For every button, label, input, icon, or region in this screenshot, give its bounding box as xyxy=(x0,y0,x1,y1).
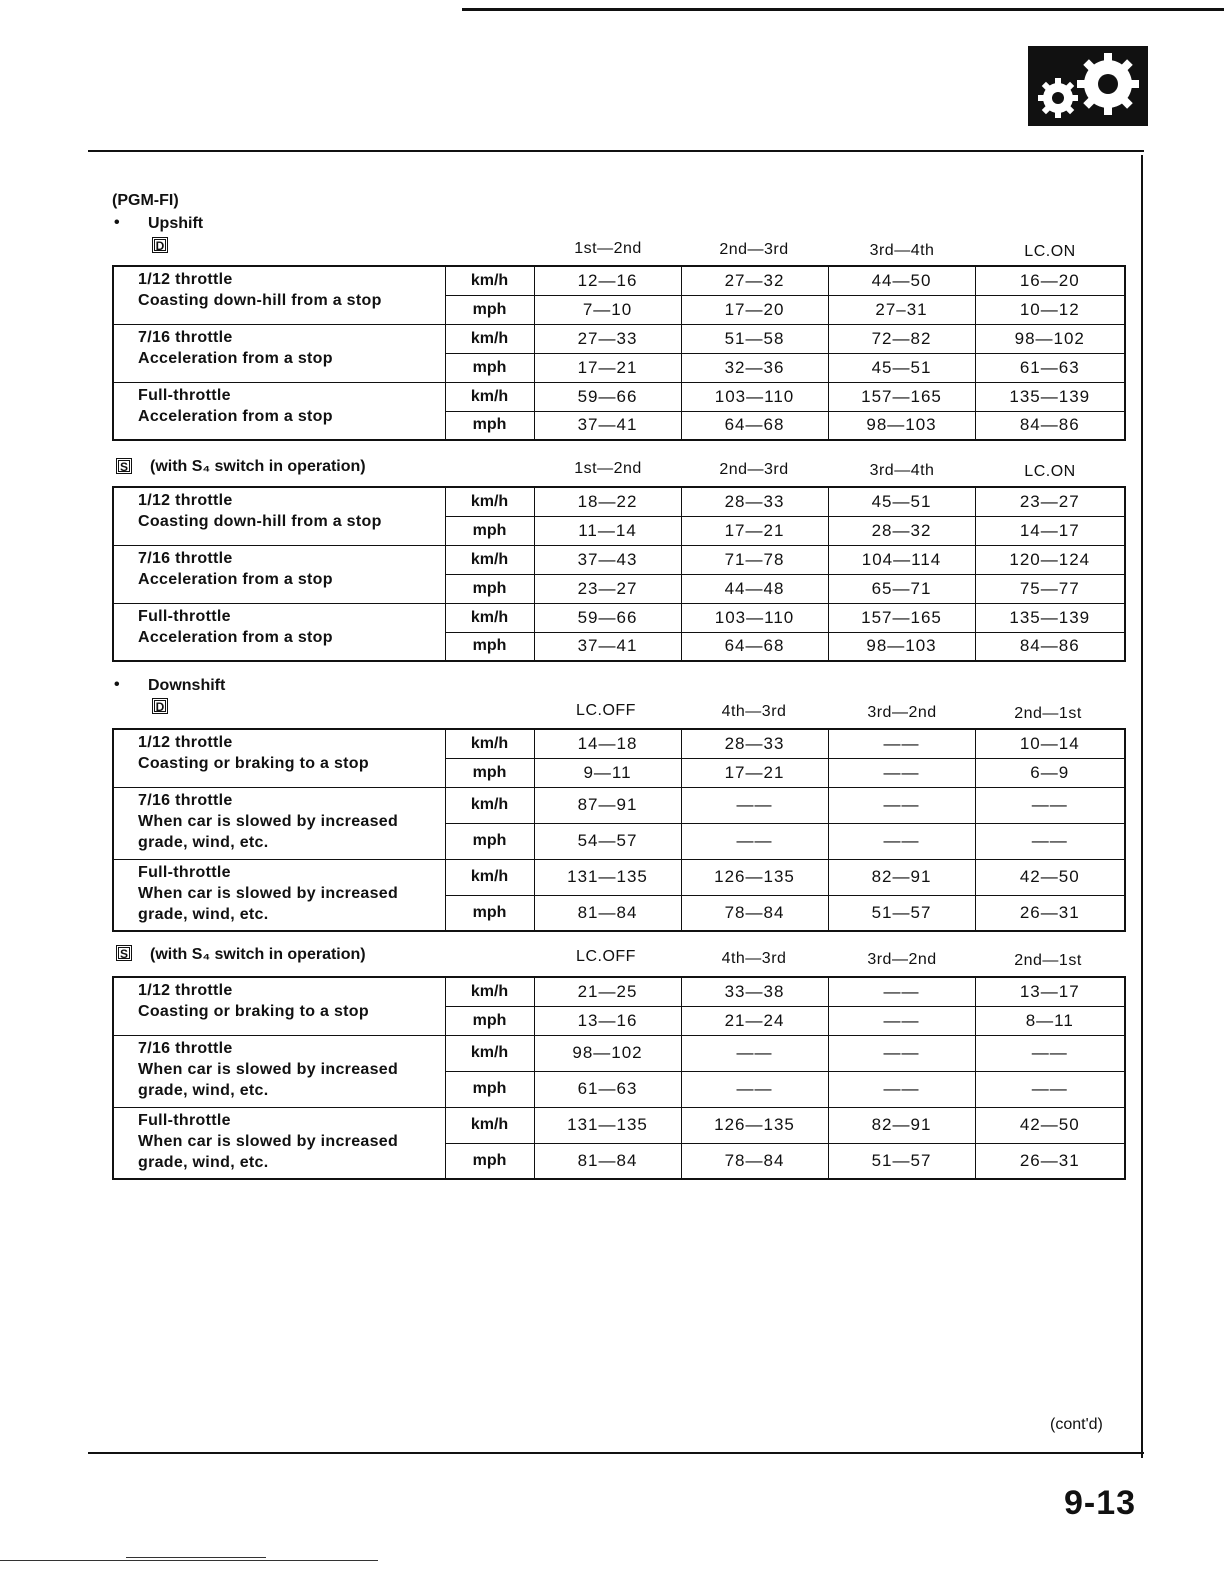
table-row xyxy=(113,1035,1125,1071)
value-cell: 26—31 xyxy=(975,895,1125,931)
condition-label: Acceleration from a stop xyxy=(138,349,333,367)
column-header: LC.ON xyxy=(1024,243,1076,260)
value-cell: 14—17 xyxy=(975,516,1125,545)
unit-cell: km/h xyxy=(445,859,534,895)
value-cell: 42—50 xyxy=(975,859,1125,895)
condition-label: Coasting or braking to a stop xyxy=(138,755,369,772)
value-cell: 131—135 xyxy=(534,859,681,895)
value-cell: 13—16 xyxy=(534,1006,681,1035)
value-cell: 17—20 xyxy=(681,295,828,324)
unit-cell: km/h xyxy=(445,977,534,1006)
value-cell: —— xyxy=(975,823,1125,859)
unit-cell: mph xyxy=(445,295,534,324)
value-cell: 61—63 xyxy=(534,1071,681,1107)
throttle-label: Full-throttle xyxy=(138,1111,231,1129)
value-cell: 28—33 xyxy=(681,729,828,758)
value-cell: 61—63 xyxy=(975,353,1125,382)
frame-top-rule xyxy=(88,150,1144,152)
value-cell: 82—91 xyxy=(828,859,975,895)
column-header: 3rd—2nd xyxy=(867,951,937,968)
value-cell: 54—57 xyxy=(534,823,681,859)
mode-note: (with S₄ switch in operation) xyxy=(150,458,366,475)
mode-d-icon xyxy=(152,698,168,716)
unit-cell: mph xyxy=(445,574,534,603)
value-cell: —— xyxy=(828,758,975,787)
value-cell: 12—16 xyxy=(534,266,681,295)
value-cell: —— xyxy=(681,1035,828,1071)
column-header: 2nd—3rd xyxy=(719,461,789,478)
value-cell: 26—31 xyxy=(975,1143,1125,1179)
mode-letter: D xyxy=(152,698,168,714)
value-cell: 84—86 xyxy=(975,632,1125,661)
column-header: LC.ON xyxy=(1024,463,1076,480)
system-label: (PGM-FI) xyxy=(112,192,179,209)
value-cell: 98—103 xyxy=(828,411,975,440)
value-cell: —— xyxy=(828,823,975,859)
condition-label: Coasting or braking to a stop xyxy=(138,1003,369,1020)
value-cell: 27—32 xyxy=(681,266,828,295)
gears-icon xyxy=(1028,46,1148,126)
value-cell: 81—84 xyxy=(534,1143,681,1179)
column-header: 2nd—1st xyxy=(1014,952,1082,969)
value-cell: 64—68 xyxy=(681,632,828,661)
column-header: 3rd—4th xyxy=(869,242,935,259)
value-cell: 98—102 xyxy=(975,324,1125,353)
throttle-label: 7/16 throttle xyxy=(138,549,233,567)
unit-cell: km/h xyxy=(445,729,534,758)
page-number: 9-13 xyxy=(1064,1484,1137,1522)
unit-cell: km/h xyxy=(445,266,534,295)
value-cell: 75—77 xyxy=(975,574,1125,603)
value-cell: —— xyxy=(975,1071,1125,1107)
value-cell: —— xyxy=(975,1035,1125,1071)
column-header: 1st—2nd xyxy=(574,460,642,477)
value-cell: 45—51 xyxy=(828,353,975,382)
throttle-label: 1/12 throttle xyxy=(138,982,233,999)
unit-cell: km/h xyxy=(445,545,534,574)
unit-cell: mph xyxy=(445,1006,534,1035)
value-cell: 87—91 xyxy=(534,787,681,823)
table-row xyxy=(113,266,1125,295)
value-cell: 131—135 xyxy=(534,1107,681,1143)
unit-cell: km/h xyxy=(445,603,534,632)
value-cell: 84—86 xyxy=(975,411,1125,440)
condition-cell xyxy=(113,603,445,661)
value-cell: 103—110 xyxy=(681,382,828,411)
frame-bottom-rule xyxy=(88,1452,1144,1454)
value-cell: 14—18 xyxy=(534,729,681,758)
value-cell: 98—103 xyxy=(828,632,975,661)
value-cell: 51—58 xyxy=(681,324,828,353)
unit-cell: km/h xyxy=(445,487,534,516)
value-cell: —— xyxy=(975,787,1125,823)
condition-label: Acceleration from a stop xyxy=(138,628,333,646)
section-title-upshift: Upshift xyxy=(148,215,204,232)
condition-cell xyxy=(113,977,445,1035)
value-cell: 37—41 xyxy=(534,411,681,440)
condition-cell xyxy=(113,1035,445,1107)
value-cell: 59—66 xyxy=(534,603,681,632)
value-cell: 33—38 xyxy=(681,977,828,1006)
column-header: 4th—3rd xyxy=(721,703,787,720)
condition-label: When car is slowed by increased xyxy=(138,812,399,830)
value-cell: 16—20 xyxy=(975,266,1125,295)
bottom-rule-short xyxy=(126,1557,266,1558)
unit-cell: mph xyxy=(445,1071,534,1107)
value-cell: 21—25 xyxy=(534,977,681,1006)
value-cell: 64—68 xyxy=(681,411,828,440)
throttle-label: Full-throttle xyxy=(138,386,231,404)
value-cell: 17—21 xyxy=(681,758,828,787)
value-cell: 81—84 xyxy=(534,895,681,931)
value-cell: 27—33 xyxy=(534,324,681,353)
throttle-label: 7/16 throttle xyxy=(138,791,233,809)
unit-cell: mph xyxy=(445,516,534,545)
unit-cell: km/h xyxy=(445,787,534,823)
downshift-d-table xyxy=(112,728,1126,932)
value-cell: 18—22 xyxy=(534,487,681,516)
mode-s-icon xyxy=(116,945,132,963)
mode-s-icon xyxy=(116,458,132,476)
value-cell: 10—12 xyxy=(975,295,1125,324)
value-cell: 27–31 xyxy=(828,295,975,324)
value-cell: 71—78 xyxy=(681,545,828,574)
table-row xyxy=(113,487,1125,516)
value-cell: 78—84 xyxy=(681,895,828,931)
top-rule xyxy=(462,8,1224,11)
column-header: 2nd—1st xyxy=(1014,705,1082,722)
throttle-label: 1/12 throttle xyxy=(138,271,233,288)
value-cell: 78—84 xyxy=(681,1143,828,1179)
value-cell: 157—165 xyxy=(828,603,975,632)
continued-label: (cont'd) xyxy=(1050,1416,1103,1433)
value-cell: 21—24 xyxy=(681,1006,828,1035)
column-header: 1st—2nd xyxy=(574,240,642,257)
downshift-s-table xyxy=(112,976,1126,1180)
condition-label-cont: grade, wind, etc. xyxy=(138,833,269,851)
frame-right-rule xyxy=(1141,155,1143,1458)
value-cell: 17—21 xyxy=(681,516,828,545)
table-row xyxy=(113,603,1125,632)
value-cell: 135—139 xyxy=(975,603,1125,632)
value-cell: 13—17 xyxy=(975,977,1125,1006)
value-cell: 44—50 xyxy=(828,266,975,295)
value-cell: 11—14 xyxy=(534,516,681,545)
mode-letter: S xyxy=(116,458,132,474)
value-cell: 65—71 xyxy=(828,574,975,603)
section-title-downshift: Downshift xyxy=(148,677,226,694)
value-cell: 44—48 xyxy=(681,574,828,603)
value-cell: —— xyxy=(828,1006,975,1035)
unit-cell: mph xyxy=(445,632,534,661)
value-cell: 98—102 xyxy=(534,1035,681,1071)
value-cell: —— xyxy=(828,1035,975,1071)
value-cell: 8—11 xyxy=(975,1006,1125,1035)
condition-label: When car is slowed by increased xyxy=(138,1060,399,1078)
upshift-d-table xyxy=(112,265,1126,441)
condition-label: Coasting down-hill from a stop xyxy=(138,292,382,309)
condition-cell xyxy=(113,787,445,859)
condition-cell xyxy=(113,487,445,545)
value-cell: 9—11 xyxy=(534,758,681,787)
condition-label-cont: grade, wind, etc. xyxy=(138,1081,269,1099)
column-header: 2nd—3rd xyxy=(719,241,789,258)
unit-cell: mph xyxy=(445,353,534,382)
bullet: • xyxy=(114,214,120,231)
value-cell: —— xyxy=(828,977,975,1006)
table-row xyxy=(113,787,1125,823)
value-cell: 6—9 xyxy=(975,758,1125,787)
value-cell: —— xyxy=(681,1071,828,1107)
throttle-label: 1/12 throttle xyxy=(138,492,233,509)
table-row xyxy=(113,324,1125,353)
throttle-label: 7/16 throttle xyxy=(138,1039,233,1057)
value-cell: 82—91 xyxy=(828,1107,975,1143)
condition-cell xyxy=(113,545,445,603)
unit-cell: mph xyxy=(445,895,534,931)
condition-label: Acceleration from a stop xyxy=(138,570,333,588)
value-cell: 59—66 xyxy=(534,382,681,411)
unit-cell: km/h xyxy=(445,324,534,353)
value-cell: 51—57 xyxy=(828,1143,975,1179)
condition-label-cont: grade, wind, etc. xyxy=(138,905,269,923)
value-cell: 72—82 xyxy=(828,324,975,353)
value-cell: 23—27 xyxy=(975,487,1125,516)
mode-letter: D xyxy=(152,237,168,253)
value-cell: 42—50 xyxy=(975,1107,1125,1143)
value-cell: —— xyxy=(828,787,975,823)
value-cell: 45—51 xyxy=(828,487,975,516)
column-header: 3rd—4th xyxy=(869,462,935,479)
value-cell: 17—21 xyxy=(534,353,681,382)
value-cell: 23—27 xyxy=(534,574,681,603)
unit-cell: mph xyxy=(445,1143,534,1179)
column-header: LC.OFF xyxy=(576,702,636,719)
value-cell: —— xyxy=(828,729,975,758)
bullet: • xyxy=(114,676,120,693)
table-row xyxy=(113,977,1125,1006)
condition-cell xyxy=(113,324,445,382)
condition-cell xyxy=(113,729,445,787)
table-row xyxy=(113,545,1125,574)
value-cell: 32—36 xyxy=(681,353,828,382)
throttle-label: Full-throttle xyxy=(138,863,231,881)
unit-cell: km/h xyxy=(445,382,534,411)
mode-note: (with S₄ switch in operation) xyxy=(150,946,366,963)
value-cell: 157—165 xyxy=(828,382,975,411)
table-row xyxy=(113,859,1125,895)
bottom-rule xyxy=(0,1560,378,1561)
value-cell: 28—32 xyxy=(828,516,975,545)
unit-cell: km/h xyxy=(445,1107,534,1143)
unit-cell: km/h xyxy=(445,1035,534,1071)
value-cell: 37—41 xyxy=(534,632,681,661)
throttle-label: 7/16 throttle xyxy=(138,328,233,346)
throttle-label: Full-throttle xyxy=(138,607,231,625)
condition-cell xyxy=(113,382,445,440)
condition-label: Acceleration from a stop xyxy=(138,407,333,425)
value-cell: —— xyxy=(681,787,828,823)
throttle-label: 1/12 throttle xyxy=(138,734,233,751)
value-cell: 126—135 xyxy=(681,859,828,895)
table-row xyxy=(113,1107,1125,1143)
condition-label: When car is slowed by increased xyxy=(138,884,399,902)
value-cell: —— xyxy=(681,823,828,859)
column-header: 4th—3rd xyxy=(721,950,787,967)
table-row xyxy=(113,729,1125,758)
column-header: LC.OFF xyxy=(576,948,636,965)
condition-cell xyxy=(113,859,445,931)
condition-label: Coasting down-hill from a stop xyxy=(138,513,382,530)
column-header: 3rd—2nd xyxy=(867,704,937,721)
value-cell: 51—57 xyxy=(828,895,975,931)
value-cell: 120—124 xyxy=(975,545,1125,574)
value-cell: 28—33 xyxy=(681,487,828,516)
mode-letter: S xyxy=(116,945,132,961)
value-cell: 10—14 xyxy=(975,729,1125,758)
table-row xyxy=(113,382,1125,411)
value-cell: 103—110 xyxy=(681,603,828,632)
mode-d-icon xyxy=(152,237,168,255)
unit-cell: mph xyxy=(445,758,534,787)
value-cell: 7—10 xyxy=(534,295,681,324)
condition-label: When car is slowed by increased xyxy=(138,1132,399,1150)
value-cell: 126—135 xyxy=(681,1107,828,1143)
unit-cell: mph xyxy=(445,823,534,859)
value-cell: 37—43 xyxy=(534,545,681,574)
condition-cell xyxy=(113,1107,445,1179)
condition-label-cont: grade, wind, etc. xyxy=(138,1153,269,1171)
unit-cell: mph xyxy=(445,411,534,440)
value-cell: —— xyxy=(828,1071,975,1107)
value-cell: 135—139 xyxy=(975,382,1125,411)
value-cell: 104—114 xyxy=(828,545,975,574)
condition-cell xyxy=(113,266,445,324)
upshift-s-table xyxy=(112,486,1126,662)
